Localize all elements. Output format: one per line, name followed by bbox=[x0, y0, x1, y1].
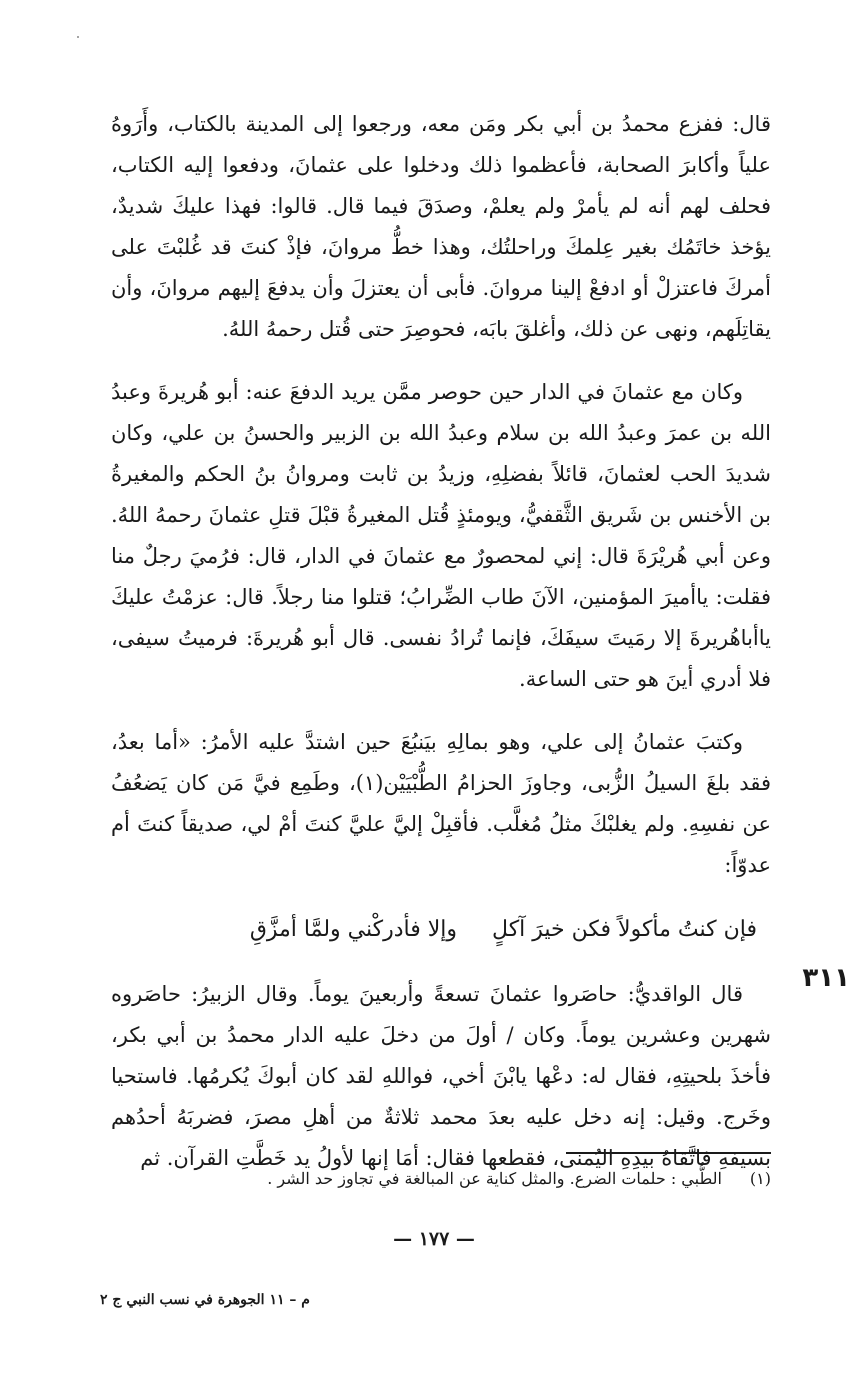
footnote-text: الطُّبي : حلمات الضرع. والمثل كناية عن المبالغة في تجاوز حد الشر . bbox=[267, 1169, 722, 1188]
poetry-verse bbox=[111, 908, 771, 952]
scan-speck bbox=[77, 36, 79, 38]
main-text bbox=[111, 104, 771, 1201]
footnote-separator bbox=[566, 1152, 771, 1154]
paragraph-1: قال: ففزع محمدُ بن أبي بكر ومَن معه، ورجعوا إلى المدينة بالكتاب، وأَرَوهُ علياً وأكابرَ الصحابة، فأعظموا ذلك ودخلوا على عثمانَ، ودفعوا إليه الكتاب، فحلف لهم أنه لم يأمرْ ولم يعلمْ، وصدَقَ فيما قال. قالوا: فهذا عليكَ شديدٌ، يؤخذ خاتَمُك بغير عِلمكَ وراحلتُك، وهذا خطُّ مروانَ، فإذْ كنتَ قد غُلبْتَ على أمركَ فاعتزلْ أو ادفعْ إلينا مروانَ. فأبى أن يعتزلَ وأن يدفعَ إليهم مروانَ، وأن يقاتِلَهم، ونهى عن ذلك، وأغلقَ بابَه، فحوصِرَ حتى قُتل رحمهُ اللهُ. bbox=[111, 112, 771, 341]
verse-first-hemistich: فإن كنتُ مأكولاً فكن خيرَ آكلٍ bbox=[492, 917, 757, 942]
footnote-marker: (١) bbox=[749, 1169, 771, 1188]
paragraph-4: قال الواقديُّ: حاصَروا عثمانَ تسعةً وأربعينَ يوماً. وقال الزبيرُ: حاصَروه شهرين وعشرين يوماً. وكان / أولَ من دخلَ عليه الدار محمدُ بن أبي بكر، فأخذَ بلحيتِهِ، فقال له: دعْها يابْنَ أخي، فواللهِ لقد كان أبوكَ يُكرمُها. فاستحيا وخَرج. وقيل: إنه دخل عليه بعدَ محمد ثلاثةٌ من أهلِ مصرَ، فضربَهُ أحدُهم بسيفهِ فاتَّقاهُ بيدِهِ اليُمنى، فقطعها فقال: أمَا إنها لأولُ يد خَطَّتِ القرآن. ثم bbox=[111, 982, 771, 1170]
paragraph-3: وكتبَ عثمانُ إلى علي، وهو بمالِهِ بيَنبُعَ حين اشتدَّ عليه الأمرُ: «أما بعدُ، فقد بلغَ السيلُ الزُّبى، وجاوزَ الحزامُ الطُّبْيَيْن(١)، وطَمِع فيَّ مَن كان يَضعُفُ عن نفسِهِ. ولم يغلبْكَ مثلُ مُغلَّب. فأقبِلْ إليَّ عليَّ كنتَ أمْ لي، صديقاً كنتَ أم عدوّاً: bbox=[111, 730, 771, 877]
verse-second-hemistich: وإلا فأدركْني ولمَّا أمزَّقِ bbox=[249, 917, 458, 942]
paragraph-2: وكان مع عثمانَ في الدار حين حوصر ممَّن يريد الدفعَ عنه: أبو هُريرةَ وعبدُ الله بن عمرَ وعبدُ الله بن سلام وعبدُ الله بن الزبير والحسنُ بن علي، وكان شديدَ الحب لعثمانَ، قائلاً بفضلِهِ، وزيدُ بن ثابت ومروانُ بنُ الحكم والمغيرةُ بن الأخنس بن شَريق الثَّقفيُّ، ويومئذٍ قُتل المغيرةُ قبْلَ قتلِ عثمانَ رحمهُ اللهُ. وعن أبي هُريْرَةَ قال: إني لمحصورٌ مع عثمانَ في الدار، قال: فرُميَ رجلٌ منا فقلت: ياأميرَ المؤمنين، الآنَ طاب الضِّرابُ؛ قتلوا منا رجلاً. قال: عزمْتُ عليكَ ياأباهُريرةَ إلا رمَيتَ سيفَكَ، فإنما تُرادُ نفسى. قال أبو هُريرةَ: فرميتُ سيفى، فلا أدري أينَ هو حتى الساعة. bbox=[111, 380, 771, 691]
footnote bbox=[111, 1166, 771, 1192]
page-number: — ١٧٧ — bbox=[393, 1228, 475, 1250]
printer-signature: م – ١١ الجوهرة في نسب النبي ج ٢ bbox=[100, 1292, 310, 1308]
margin-folio-number: ٣١١ bbox=[802, 963, 850, 993]
